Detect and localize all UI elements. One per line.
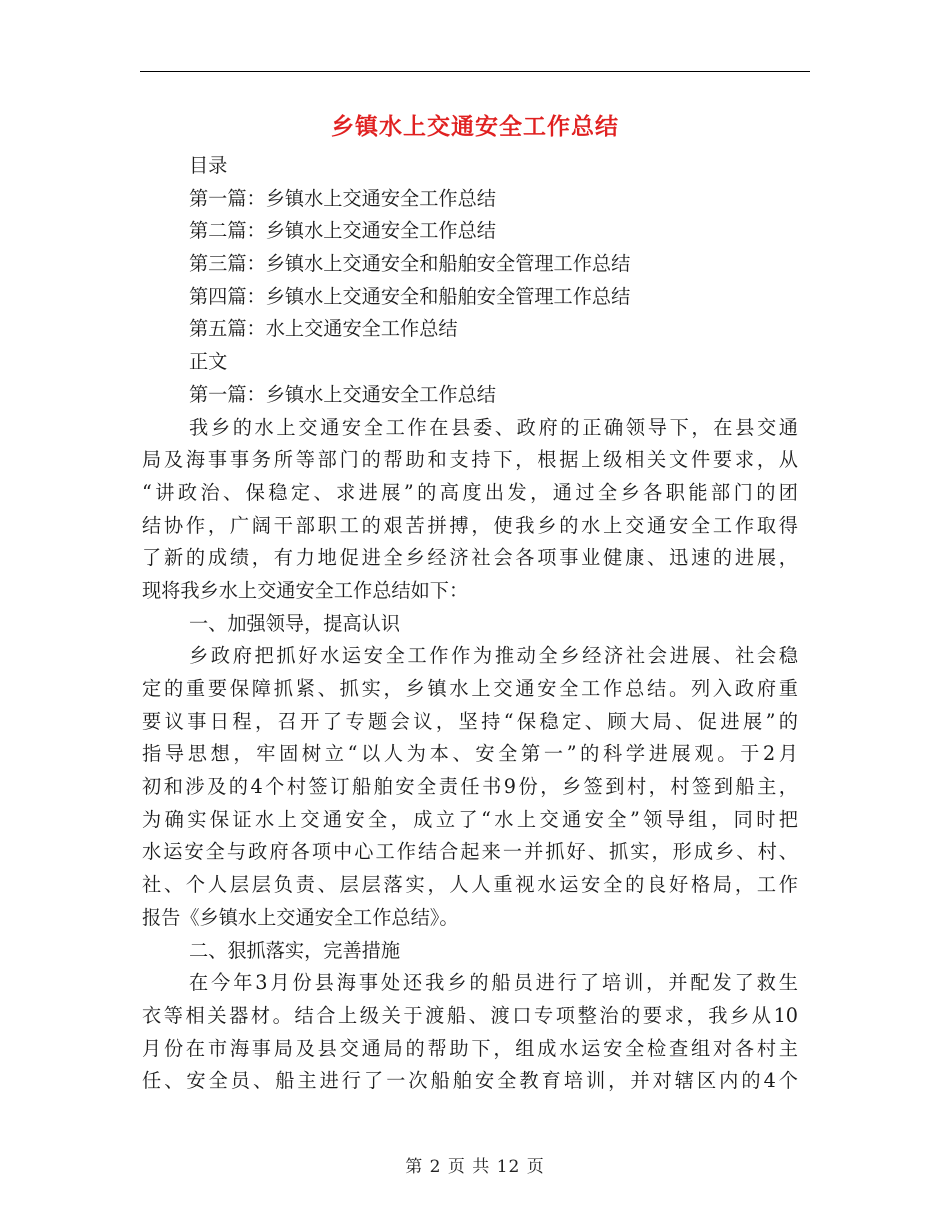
- paragraph-line: 初和涉及的4个村签订船舶安全责任书9份，乡签到村，村签到船主，: [142, 775, 798, 799]
- paragraph-line: 衣等相关器材。结合上级关于渡船、渡口专项整治的要求，我乡从10: [142, 1003, 798, 1027]
- document-body: [142, 150, 798, 1098]
- header-rule: [140, 71, 810, 72]
- toc-heading: 目录: [189, 154, 228, 177]
- paragraph-line: 定的重要保障抓紧、抓实，乡镇水上交通安全工作总结。列入政府重: [142, 677, 798, 700]
- paragraph-line: 结协作，广阔干部职工的艰苦拼搏，使我乡的水上交通安全工作取得: [142, 513, 798, 537]
- paragraph-line: 任、安全员、船主进行了一次船舶安全教育培训，并对辖区内的4个: [142, 1069, 798, 1093]
- toc-item[interactable]: 第四篇：乡镇水上交通安全和船舶安全管理工作总结: [189, 284, 631, 308]
- paragraph-line: 了新的成绩，有力地促进全乡经济社会各项事业健康、迅速的进展，: [142, 546, 798, 570]
- paragraph-line: 为确实保证水上交通安全，成立了“水上交通安全”领导组，同时把: [142, 807, 798, 831]
- paragraph-line: 现将我乡水上交通安全工作总结如下：: [142, 578, 469, 602]
- paragraph-line: 乡政府把抓好水运安全工作作为推动全乡经济社会进展、社会稳: [189, 644, 798, 668]
- document-title: 乡镇水上交通安全工作总结: [331, 114, 619, 140]
- body-heading: 正文: [189, 350, 228, 374]
- page-footer: 第 2 页 共 12 页: [405, 1157, 545, 1177]
- paragraph-line: 要议事日程，召开了专题会议，坚持“保稳定、顾大局、促进展”的: [142, 709, 798, 733]
- toc-item[interactable]: 第一篇：乡镇水上交通安全工作总结: [189, 186, 496, 210]
- paragraph-line: 社、个人层层负责、层层落实，人人重视水运安全的良好格局，工作: [142, 873, 798, 897]
- paragraph-line: 指导思想，牢固树立“以人为本、安全第一”的科学进展观。于2月: [142, 742, 798, 766]
- paragraph-line: 在今年3月份县海事处还我乡的船员进行了培训，并配发了救生: [189, 971, 798, 995]
- paragraph-line: 报告《乡镇水上交通安全工作总结》。: [142, 905, 459, 929]
- paragraph-line: 局及海事事务所等部门的帮助和支持下，根据上级相关文件要求，从: [142, 448, 798, 472]
- paragraph-line: “讲政治、保稳定、求进展”的高度出发，通过全乡各职能部门的团: [142, 480, 798, 504]
- paragraph-line: 水运安全与政府各项中心工作结合起来一并抓好、抓实，形成乡、村、: [142, 840, 798, 864]
- paragraph-line: 月份在市海事局及县交通局的帮助下，组成水运安全检查组对各村主: [142, 1036, 798, 1060]
- section-heading: 二、狠抓落实，完善措施: [189, 938, 401, 962]
- toc-item[interactable]: 第五篇：水上交通安全工作总结: [189, 317, 458, 341]
- article-title: 第一篇：乡镇水上交通安全工作总结: [189, 382, 496, 406]
- section-heading: 一、加强领导，提高认识: [189, 611, 401, 635]
- toc-item[interactable]: 第二篇：乡镇水上交通安全工作总结: [189, 219, 496, 243]
- paragraph-line: 我乡的水上交通安全工作在县委、政府的正确领导下，在县交通: [189, 415, 798, 439]
- toc-item[interactable]: 第三篇：乡镇水上交通安全和船舶安全管理工作总结: [189, 252, 631, 276]
